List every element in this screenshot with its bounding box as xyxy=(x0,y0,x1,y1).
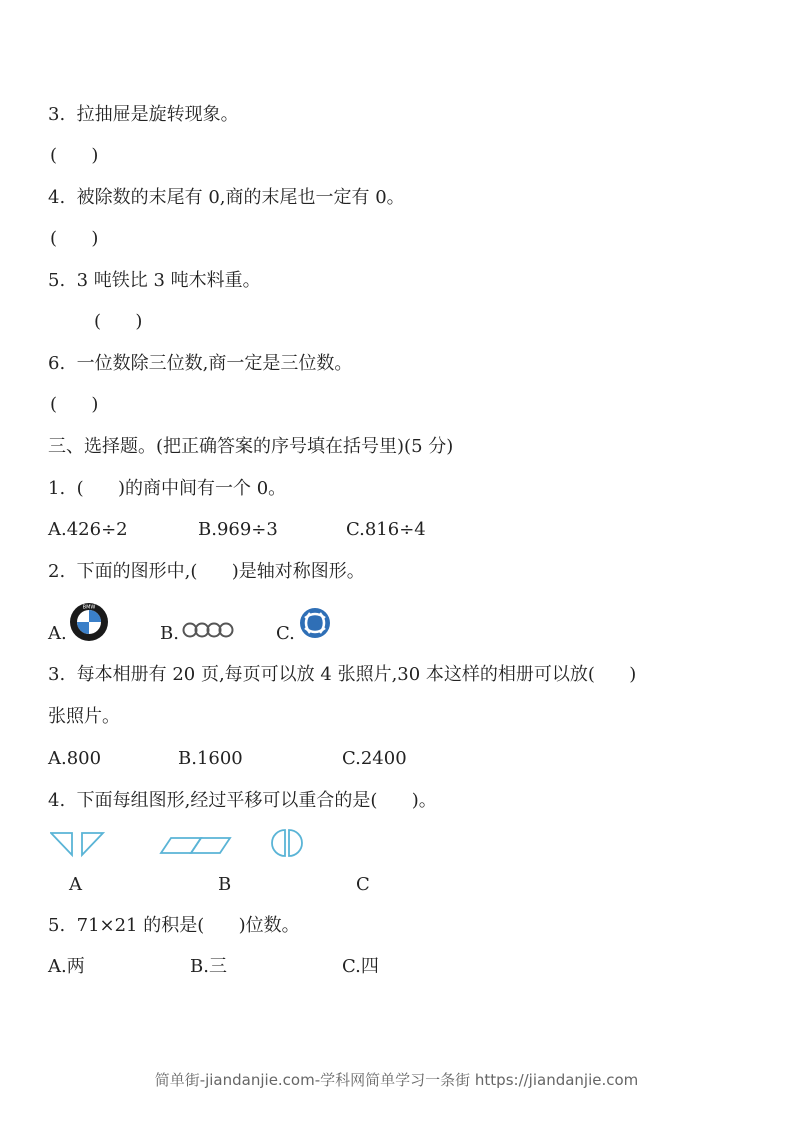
option-b[interactable]: B.1600 xyxy=(178,748,243,769)
option-c[interactable]: C. xyxy=(276,623,295,644)
question-5-text: 5. 3 吨铁比 3 吨木料重。 xyxy=(48,270,261,291)
option-a[interactable]: A.426÷2 xyxy=(48,519,128,540)
answer-blank[interactable]: ( ) xyxy=(50,394,99,415)
bmw-logo-text: BMW xyxy=(82,604,96,611)
china-mobile-logo-icon xyxy=(298,606,332,640)
option-b[interactable]: B xyxy=(218,874,232,895)
answer-blank[interactable]: ( ) xyxy=(94,311,143,332)
option-c[interactable]: C xyxy=(356,874,370,895)
option-a[interactable]: A. xyxy=(48,623,67,644)
choice-question-5: 5. 71×21 的积是( )位数。 xyxy=(48,915,300,936)
parallelograms-figure xyxy=(159,836,233,856)
choice-question-3-cont: 张照片。 xyxy=(48,706,120,727)
question-3-text: 3. 拉抽屉是旋转现象。 xyxy=(48,104,239,125)
option-c[interactable]: C.四 xyxy=(342,956,379,977)
option-c[interactable]: C.816÷4 xyxy=(346,519,426,540)
choice-question-4: 4. 下面每组图形,经过平移可以重合的是( )。 xyxy=(48,790,437,811)
bmw-logo-icon xyxy=(69,602,109,642)
page-footer: 简单街-jiandanjie.com-学科网简单学习一条街 https://jiandanjie.com xyxy=(154,1071,639,1089)
choice-question-1: 1. ( )的商中间有一个 0。 xyxy=(48,478,287,499)
choice-question-3: 3. 每本相册有 20 页,每页可以放 4 张照片,30 本这样的相册可以放( ) xyxy=(48,664,637,685)
option-b[interactable]: B. xyxy=(160,623,179,644)
option-a[interactable]: A.两 xyxy=(48,956,85,977)
triangles-figure xyxy=(50,832,110,858)
option-a[interactable]: A xyxy=(69,874,82,895)
option-b[interactable]: B.三 xyxy=(190,956,227,977)
answer-blank[interactable]: ( ) xyxy=(50,228,99,249)
four-rings-icon xyxy=(182,622,236,638)
question-4-text: 4. 被除数的末尾有 0,商的末尾也一定有 0。 xyxy=(48,187,405,208)
option-b[interactable]: B.969÷3 xyxy=(198,519,278,540)
choice-question-2: 2. 下面的图形中,( )是轴对称图形。 xyxy=(48,561,365,582)
question-6-text: 6. 一位数除三位数,商一定是三位数。 xyxy=(48,353,353,374)
option-c[interactable]: C.2400 xyxy=(342,748,407,769)
option-a[interactable]: A.800 xyxy=(48,748,102,769)
section-heading: 三、选择题。(把正确答案的序号填在括号里)(5 分) xyxy=(48,436,454,457)
answer-blank[interactable]: ( ) xyxy=(50,145,99,166)
half-circles-figure xyxy=(270,828,306,858)
